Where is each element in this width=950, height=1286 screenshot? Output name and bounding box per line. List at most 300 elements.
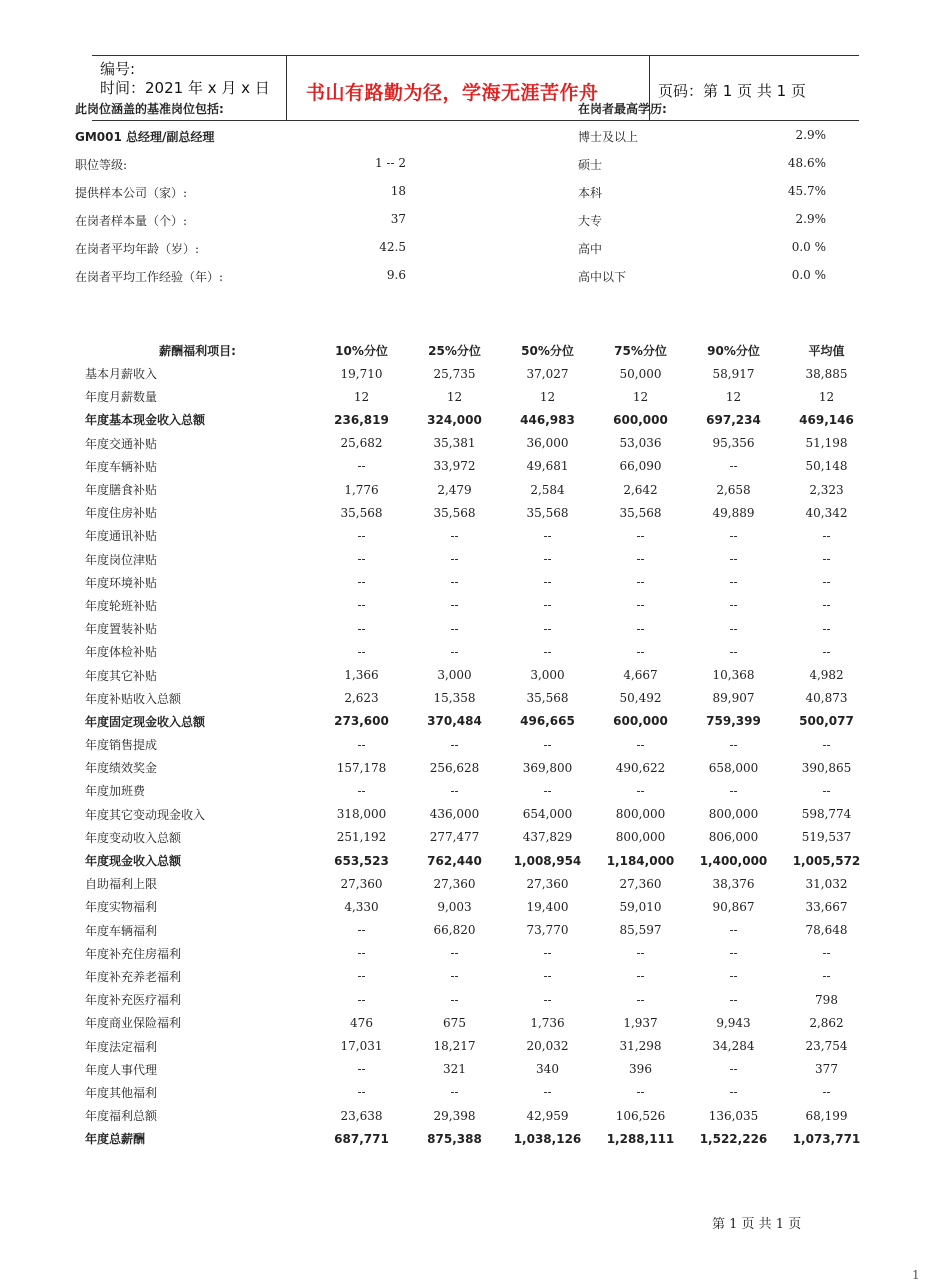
cell-p25: 675 xyxy=(443,1015,466,1030)
cell-p50: 19,400 xyxy=(526,899,569,914)
cell-p10: -- xyxy=(357,598,366,613)
row-item-label: 年度体检补贴 xyxy=(85,645,158,660)
table-row xyxy=(80,455,873,478)
cell-p50: -- xyxy=(543,1085,552,1100)
position-stat-value: 37 xyxy=(390,212,406,226)
position-stat-label: 提供样本公司（家）: xyxy=(75,186,188,200)
cell-p90: 759,399 xyxy=(706,714,761,729)
cell-p90: 38,376 xyxy=(712,876,755,891)
cell-p10: -- xyxy=(357,575,366,590)
row-item-label: 年度其它补贴 xyxy=(85,668,158,683)
footer-page-number: 第 1 页 共 1 页 xyxy=(712,1217,802,1232)
cell-p90: -- xyxy=(729,644,738,659)
row-item-label: 年度补贴收入总额 xyxy=(85,691,182,706)
cell-p50: 1,736 xyxy=(530,1015,565,1030)
cell-average: 2,862 xyxy=(809,1015,844,1030)
cell-average: 38,885 xyxy=(805,366,848,381)
cell-p50: 1,008,954 xyxy=(513,853,582,868)
table-row xyxy=(80,826,873,849)
cell-p75: -- xyxy=(636,992,645,1007)
cell-p90: -- xyxy=(729,969,738,984)
education-level-label: 本科 xyxy=(578,186,603,200)
cell-average: 51,198 xyxy=(805,436,848,451)
cell-p25: 2,479 xyxy=(437,482,472,497)
cell-average: 40,873 xyxy=(805,691,848,706)
row-item-label: 年度商业保险福利 xyxy=(85,1016,182,1031)
cell-p90: -- xyxy=(729,737,738,752)
cell-p10: 12 xyxy=(353,389,370,404)
table-row xyxy=(80,872,873,895)
doc-time-label: 时间：2021 年 x 月 x 日 xyxy=(100,79,270,97)
row-item-label: 年度补充住房福利 xyxy=(85,946,182,961)
education-level-share: 48.6% xyxy=(787,156,826,170)
cell-average: 33,667 xyxy=(805,899,848,914)
column-header-p10: 10%分位 xyxy=(335,343,388,358)
cell-p75: -- xyxy=(636,1085,645,1100)
cell-p90: 136,035 xyxy=(708,1108,759,1123)
covered-positions-label: 此岗位涵盖的基准岗位包括: xyxy=(75,102,224,116)
table-row xyxy=(80,362,873,385)
cell-p75: 106,526 xyxy=(615,1108,666,1123)
row-item-label: 年度岗位津贴 xyxy=(85,552,158,567)
cell-p50: 340 xyxy=(536,1062,559,1077)
cell-p50: 35,568 xyxy=(526,505,569,520)
cell-p10: 251,192 xyxy=(336,830,387,845)
cell-p25: 12 xyxy=(446,389,463,404)
position-stat-value: 9.6 xyxy=(386,268,406,282)
cell-average: -- xyxy=(822,969,831,984)
cell-p50: -- xyxy=(543,783,552,798)
position-stat-label: 在岗者平均工作经验（年）: xyxy=(75,270,224,284)
motto-banner: 书山有路勤为径，学海无涯苦作舟 xyxy=(306,82,599,104)
column-header-p25: 25%分位 xyxy=(428,343,481,358)
cell-p90: 95,356 xyxy=(712,436,755,451)
cell-p25: 256,628 xyxy=(429,760,480,775)
table-row xyxy=(80,617,873,640)
cell-p50: 446,983 xyxy=(520,412,575,427)
row-item-label: 年度其它变动现金收入 xyxy=(85,807,206,822)
cell-p10: 236,819 xyxy=(334,412,389,427)
row-item-label: 年度销售提成 xyxy=(85,738,158,753)
cell-p75: 1,288,111 xyxy=(606,1131,675,1146)
cell-average: 519,537 xyxy=(801,830,852,845)
cell-p10: 318,000 xyxy=(336,807,387,822)
column-header-p75: 75%分位 xyxy=(614,343,667,358)
cell-p10: 25,682 xyxy=(340,436,383,451)
position-stat-label: 在岗者平均年龄（岁）: xyxy=(75,242,200,256)
compensation-table xyxy=(80,338,873,1150)
table-row xyxy=(80,408,873,431)
table-row xyxy=(80,1081,873,1104)
cell-p50: -- xyxy=(543,969,552,984)
cell-p50: 496,665 xyxy=(520,714,575,729)
corner-page-number: 1 xyxy=(912,1268,920,1282)
education-level-label: 博士及以上 xyxy=(578,130,639,144)
cell-p25: 66,820 xyxy=(433,923,476,938)
table-row xyxy=(80,733,873,756)
position-stat-label: 在岗者样本量（个）: xyxy=(75,214,188,228)
row-item-label: 年度加班费 xyxy=(85,784,146,799)
row-item-label: 年度现金收入总额 xyxy=(85,854,182,869)
table-row xyxy=(80,478,873,501)
cell-average: 40,342 xyxy=(805,505,848,520)
row-item-label: 年度其他福利 xyxy=(85,1085,158,1100)
cell-p75: 66,090 xyxy=(619,459,662,474)
cell-p25: 18,217 xyxy=(433,1039,476,1054)
cell-p50: 49,681 xyxy=(526,459,569,474)
cell-average: -- xyxy=(822,1085,831,1100)
cell-p75: 12 xyxy=(632,389,649,404)
cell-p90: -- xyxy=(729,783,738,798)
cell-p50: -- xyxy=(543,598,552,613)
cell-p10: -- xyxy=(357,783,366,798)
row-item-label: 年度车辆补贴 xyxy=(85,459,158,474)
cell-p25: 370,484 xyxy=(427,714,482,729)
cell-p90: 1,400,000 xyxy=(699,853,768,868)
cell-average: -- xyxy=(822,575,831,590)
cell-p90: 58,917 xyxy=(712,366,755,381)
column-header-item: 薪酬福利项目: xyxy=(159,343,236,358)
cell-average: 500,077 xyxy=(799,714,854,729)
cell-p75: -- xyxy=(636,946,645,961)
cell-p90: -- xyxy=(729,621,738,636)
position-stat-label: 职位等级: xyxy=(75,158,128,172)
cell-average: -- xyxy=(822,621,831,636)
cell-p50: 12 xyxy=(539,389,556,404)
cell-p50: -- xyxy=(543,992,552,1007)
cell-p25: 436,000 xyxy=(429,807,480,822)
cell-p10: 653,523 xyxy=(334,853,389,868)
row-item-label: 基本月薪收入 xyxy=(85,367,158,382)
cell-p50: 35,568 xyxy=(526,691,569,706)
cell-average: 31,032 xyxy=(805,876,848,891)
cell-p10: -- xyxy=(357,1085,366,1100)
cell-p75: -- xyxy=(636,783,645,798)
education-level-share: 2.9% xyxy=(795,212,826,226)
cell-p25: -- xyxy=(450,621,459,636)
row-item-label: 年度固定现金收入总额 xyxy=(85,714,206,729)
cell-p50: -- xyxy=(543,552,552,567)
cell-p25: 27,360 xyxy=(433,876,476,891)
cell-p90: -- xyxy=(729,575,738,590)
cell-average: -- xyxy=(822,737,831,752)
cell-p10: 687,771 xyxy=(334,1131,389,1146)
education-title: 在岗者最高学历: xyxy=(578,102,667,116)
cell-p50: 42,959 xyxy=(526,1108,569,1123)
cell-p90: 12 xyxy=(725,389,742,404)
education-level-share: 2.9% xyxy=(795,128,826,142)
cell-p25: -- xyxy=(450,575,459,590)
table-row xyxy=(80,988,873,1011)
cell-p25: 29,398 xyxy=(433,1108,476,1123)
cell-p75: -- xyxy=(636,575,645,590)
row-item-label: 年度福利总额 xyxy=(85,1109,158,1124)
cell-p90: 9,943 xyxy=(716,1015,751,1030)
cell-p50: 3,000 xyxy=(530,668,565,683)
cell-average: 390,865 xyxy=(801,760,852,775)
cell-average: 23,754 xyxy=(805,1039,848,1054)
cell-p90: 10,368 xyxy=(712,668,755,683)
cell-p10: 1,776 xyxy=(344,482,379,497)
cell-p75: -- xyxy=(636,528,645,543)
table-row xyxy=(80,710,873,733)
cell-p10: -- xyxy=(357,992,366,1007)
cell-average: 4,982 xyxy=(809,668,844,683)
table-row xyxy=(80,524,873,547)
cell-p75: 800,000 xyxy=(615,830,666,845)
cell-p10: -- xyxy=(357,644,366,659)
cell-p75: -- xyxy=(636,552,645,567)
table-row xyxy=(80,432,873,455)
cell-p90: -- xyxy=(729,946,738,961)
table-row xyxy=(80,803,873,826)
cell-average: 68,199 xyxy=(805,1108,848,1123)
cell-p25: 277,477 xyxy=(429,830,480,845)
position-stat-value: 42.5 xyxy=(379,240,406,254)
cell-p75: 1,937 xyxy=(623,1015,658,1030)
cell-p50: 437,829 xyxy=(522,830,573,845)
education-level-label: 硕士 xyxy=(578,158,603,172)
cell-p50: 20,032 xyxy=(526,1039,569,1054)
cell-p75: 53,036 xyxy=(619,436,662,451)
table-row xyxy=(80,687,873,710)
cell-p75: -- xyxy=(636,644,645,659)
cell-p25: 3,000 xyxy=(437,668,472,683)
table-row xyxy=(80,1127,873,1150)
cell-average: 78,648 xyxy=(805,923,848,938)
cell-p75: 396 xyxy=(629,1062,652,1077)
cell-p50: 2,584 xyxy=(530,482,565,497)
cell-average: -- xyxy=(822,528,831,543)
cell-p50: -- xyxy=(543,575,552,590)
cell-p75: 600,000 xyxy=(613,714,668,729)
cell-p25: -- xyxy=(450,1085,459,1100)
table-row xyxy=(80,548,873,571)
cell-p90: 1,522,226 xyxy=(699,1131,768,1146)
cell-p10: 273,600 xyxy=(334,714,389,729)
table-row xyxy=(80,942,873,965)
doc-code-label: 编号: xyxy=(100,60,136,78)
cell-p25: 324,000 xyxy=(427,412,482,427)
row-item-label: 年度绩效奖金 xyxy=(85,761,158,776)
cell-average: 50,148 xyxy=(805,459,848,474)
cell-p25: 15,358 xyxy=(433,691,476,706)
table-header-row xyxy=(80,338,873,362)
cell-average: 598,774 xyxy=(801,807,852,822)
cell-p25: 33,972 xyxy=(433,459,476,474)
row-item-label: 年度轮班补贴 xyxy=(85,598,158,613)
cell-p75: 35,568 xyxy=(619,505,662,520)
row-item-label: 年度置装补贴 xyxy=(85,622,158,637)
cell-p90: 2,658 xyxy=(716,482,751,497)
cell-average: -- xyxy=(822,946,831,961)
cell-p75: -- xyxy=(636,969,645,984)
cell-p25: 25,735 xyxy=(433,366,476,381)
cell-p90: -- xyxy=(729,552,738,567)
cell-p90: -- xyxy=(729,598,738,613)
cell-p10: 2,623 xyxy=(344,691,379,706)
cell-p25: 321 xyxy=(443,1062,466,1077)
cell-p75: 4,667 xyxy=(623,668,658,683)
cell-p25: -- xyxy=(450,783,459,798)
cell-average: 2,323 xyxy=(809,482,844,497)
row-item-label: 年度车辆福利 xyxy=(85,923,158,938)
cell-average: -- xyxy=(822,783,831,798)
cell-p90: -- xyxy=(729,923,738,938)
cell-p90: 90,867 xyxy=(712,899,755,914)
cell-average: 1,073,771 xyxy=(792,1131,861,1146)
cell-p25: 9,003 xyxy=(437,899,472,914)
cell-p10: -- xyxy=(357,923,366,938)
table-row xyxy=(80,501,873,524)
table-row xyxy=(80,895,873,918)
cell-p10: 476 xyxy=(350,1015,373,1030)
cell-p75: 50,492 xyxy=(619,691,662,706)
table-row xyxy=(80,965,873,988)
header-divider-left xyxy=(286,55,287,121)
cell-p25: 35,568 xyxy=(433,505,476,520)
row-item-label: 年度补充养老福利 xyxy=(85,969,182,984)
cell-p90: -- xyxy=(729,528,738,543)
cell-p10: 17,031 xyxy=(340,1039,383,1054)
table-row xyxy=(80,779,873,802)
cell-p10: 157,178 xyxy=(336,760,387,775)
cell-p25: -- xyxy=(450,528,459,543)
row-item-label: 年度实物福利 xyxy=(85,900,158,915)
cell-average: 1,005,572 xyxy=(792,853,861,868)
cell-p25: -- xyxy=(450,598,459,613)
cell-average: 12 xyxy=(818,389,835,404)
cell-p90: -- xyxy=(729,992,738,1007)
cell-p50: 1,038,126 xyxy=(513,1131,582,1146)
position-stat-value: 18 xyxy=(390,184,406,198)
cell-p75: 59,010 xyxy=(619,899,662,914)
cell-p75: -- xyxy=(636,598,645,613)
cell-p50: -- xyxy=(543,528,552,543)
row-item-label: 年度补充医疗福利 xyxy=(85,993,182,1008)
cell-p50: 73,770 xyxy=(526,923,569,938)
education-level-label: 高中以下 xyxy=(578,270,627,284)
cell-p50: -- xyxy=(543,621,552,636)
position-name: GM001 总经理/副总经理 xyxy=(75,130,215,144)
cell-p90: 34,284 xyxy=(712,1039,755,1054)
row-item-label: 年度环境补贴 xyxy=(85,575,158,590)
cell-p90: -- xyxy=(729,459,738,474)
cell-average: -- xyxy=(822,644,831,659)
cell-p10: -- xyxy=(357,1062,366,1077)
cell-p75: 31,298 xyxy=(619,1039,662,1054)
cell-p90: 800,000 xyxy=(708,807,759,822)
row-item-label: 年度住房补贴 xyxy=(85,506,158,521)
table-row xyxy=(80,663,873,686)
cell-p10: -- xyxy=(357,552,366,567)
cell-p90: 658,000 xyxy=(708,760,759,775)
table-row xyxy=(80,919,873,942)
cell-p50: -- xyxy=(543,946,552,961)
cell-p90: 89,907 xyxy=(712,691,755,706)
column-header-average: 平均值 xyxy=(808,343,845,358)
cell-p25: -- xyxy=(450,552,459,567)
row-item-label: 年度交通补贴 xyxy=(85,436,158,451)
cell-p75: 490,622 xyxy=(615,760,666,775)
cell-p10: 19,710 xyxy=(340,366,383,381)
table-row xyxy=(80,1104,873,1127)
cell-p10: -- xyxy=(357,946,366,961)
cell-p10: 4,330 xyxy=(344,899,379,914)
cell-average: 469,146 xyxy=(799,412,854,427)
table-row xyxy=(80,1011,873,1034)
column-header-p90: 90%分位 xyxy=(707,343,760,358)
cell-p75: 800,000 xyxy=(615,807,666,822)
cell-p10: -- xyxy=(357,621,366,636)
cell-p75: 2,642 xyxy=(623,482,658,497)
cell-p25: -- xyxy=(450,737,459,752)
header-top-rule xyxy=(92,55,859,56)
education-level-share: 45.7% xyxy=(787,184,826,198)
row-item-label: 年度变动收入总额 xyxy=(85,830,182,845)
cell-p75: 27,360 xyxy=(619,876,662,891)
cell-p10: 23,638 xyxy=(340,1108,383,1123)
cell-p10: 35,568 xyxy=(340,505,383,520)
row-item-label: 年度法定福利 xyxy=(85,1039,158,1054)
position-stat-value: 1 -- 2 xyxy=(374,156,406,170)
cell-p25: -- xyxy=(450,992,459,1007)
table-row xyxy=(80,1034,873,1057)
column-header-p50: 50%分位 xyxy=(521,343,574,358)
cell-p10: -- xyxy=(357,969,366,984)
cell-p50: 654,000 xyxy=(522,807,573,822)
cell-p75: 600,000 xyxy=(613,412,668,427)
table-row xyxy=(80,640,873,663)
cell-p25: -- xyxy=(450,969,459,984)
cell-p50: -- xyxy=(543,737,552,752)
row-item-label: 年度人事代理 xyxy=(85,1062,158,1077)
cell-p90: 697,234 xyxy=(706,412,761,427)
table-row xyxy=(80,1058,873,1081)
cell-p90: 806,000 xyxy=(708,830,759,845)
cell-average: -- xyxy=(822,598,831,613)
cell-p25: 35,381 xyxy=(433,436,476,451)
cell-p10: -- xyxy=(357,528,366,543)
education-level-share: 0.0 % xyxy=(791,268,826,282)
cell-p50: 37,027 xyxy=(526,366,569,381)
row-item-label: 年度总薪酬 xyxy=(85,1132,146,1147)
cell-p75: 85,597 xyxy=(619,923,662,938)
header-bottom-rule xyxy=(92,120,859,121)
cell-p90: -- xyxy=(729,1085,738,1100)
cell-p25: -- xyxy=(450,644,459,659)
cell-p50: -- xyxy=(543,644,552,659)
row-item-label: 自助福利上限 xyxy=(85,877,158,892)
cell-p75: -- xyxy=(636,737,645,752)
cell-p75: 50,000 xyxy=(619,366,662,381)
row-item-label: 年度膳食补贴 xyxy=(85,483,158,498)
cell-p10: -- xyxy=(357,459,366,474)
cell-p10: 1,366 xyxy=(344,668,379,683)
education-level-label: 高中 xyxy=(578,242,603,256)
table-row xyxy=(80,756,873,779)
page-indicator: 页码：第 1 页 共 1 页 xyxy=(658,82,806,100)
cell-p25: 762,440 xyxy=(427,853,482,868)
cell-p75: -- xyxy=(636,621,645,636)
cell-p50: 36,000 xyxy=(526,436,569,451)
cell-p25: 875,388 xyxy=(427,1131,482,1146)
cell-p50: 27,360 xyxy=(526,876,569,891)
row-item-label: 年度基本现金收入总额 xyxy=(85,413,206,428)
row-item-label: 年度月薪数量 xyxy=(85,390,158,405)
cell-p25: -- xyxy=(450,946,459,961)
table-row xyxy=(80,849,873,872)
